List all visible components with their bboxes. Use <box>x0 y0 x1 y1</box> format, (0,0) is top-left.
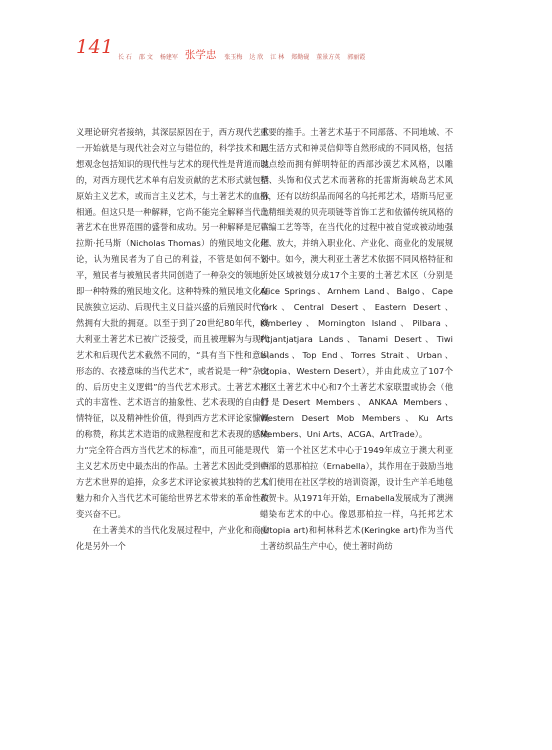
author-name: 达 欣 <box>249 54 264 61</box>
paragraph: 第一个社区艺术中心于1949年成立于澳大利亚中部的恩那柏拉（Ernabella），其作用在于鼓励当地人们使用在社区学校的培训资源，设计生产羊毛地毯和贺卡。从1971年开始，Ernabella发展成为了澳洲蜡染布艺术的中心。像恩那柏拉一样，乌托邦艺术(Utopia art)和柯林科艺术(Keringke art)作为当代土著纺织品生产中心，使土著时尚纺 <box>260 445 453 551</box>
paragraph: 重要的推手。土著艺术基于不同部落、不同地域、不同生活方式和神灵信仰等自然形成的不同风格，包括以点绘而拥有鲜明特征的西部沙漠艺术风格，以雕塑、头饰和仪式艺术而著称的托雷斯海峡岛艺术风格，还有以纺织品而闻名的乌托邦艺术，塔斯马尼亚岛精细美观的贝壳项链等首饰工艺和依循传统风格的草编工艺等等，在当代化的过程中被自觉或被动地强化、放大，并纳入职业化、产业化、商业化的发展规划中。如今，澳大利亚土著艺术依据不同风格特征和所处区域被划分成17个主要的土著艺术区（分别是Alice Springs、Arnhem Land、Balgo、Cape York、Central Desert、Eastern Desert、Kimberley、Mornington Island、Pilbara、Pitjantjatjara Lands、Tanami Desert、Tiwi Islands、Top End、Torres Strait、Urban、Utopia、Western Desert），并由此成立了107个社区土著艺术中心和7个土著艺术家联盟或协会（他们是Desert Members、ANKAA Members、Western Desert Mob Members、Ku Arts Members、Uni Arts、ACGA、ArtTrade）。 <box>260 127 453 440</box>
page-number: 141 <box>76 36 114 58</box>
author-name: 邵 文 <box>138 54 153 61</box>
author-name: 长 石 <box>118 54 132 61</box>
author-name: 张学忠 <box>184 49 217 61</box>
author-name: 郭丽霞 <box>347 54 366 61</box>
page-header <box>76 36 516 61</box>
author-name: 郑勤砚 <box>291 54 310 61</box>
paragraph: 在土著美术的当代化发展过程中，产业化和商业化是另外一个 <box>76 524 269 551</box>
author-names <box>118 44 372 63</box>
author-name: 杨建军 <box>159 54 178 61</box>
author-name: 江 林 <box>270 54 285 61</box>
paragraph: 义理论研究者接纳，其深层原因在于，西方现代艺术一开始就是与现代社会对立与错位的，科学技术和思想观念包括知识的现代性与艺术的现代性是背道而驰的，对西方现代艺术单有启发贡献的艺术形式就包括原始主义艺术，或而言主义艺术，与土著艺术的血脉相通。但这只是一种解释，它尚不能完全解释当代土著艺术在世界范围的盛誉和成功。另一种解释是尼古拉斯·托马斯（Nicholas Thomas）的殖民地文化理论，认为殖民者为了自己的利益，不管是如何不公平，殖民者与被殖民者共同创造了一种杂交的领地，即一种特殊的殖民地文化。这种特殊的殖民地文化在民族独立运动、后现代主义日益兴盛的后殖民时代自然拥有大批的拥趸。以至于到了20世纪80年代，澳大利亚土著艺术已被广泛接受，而且被理解为与现代艺术和后现代艺术截然不同的，“具有当下性和意识形态的、衣褛意味的当代艺术”，或者说是一种“杂交的、后历史主义逻辑”的当代艺术形式。土著艺术形式的丰富性、艺术语言的抽象性、艺术表现的自由抒情特征，以及精神性价值，得到西方艺术评论家慷慨的称赞，称其艺术造诣的成熟程度和艺术表现的感染力“完全符合西方当代艺术的标准”，而且可能是现代主义艺术历史中最杰出的作品。土著艺术因此受到西方艺术世界的追捧，众多艺术评论家被其独特的艺术魅力和介入当代艺术可能给世界艺术带来的革命性改变兴奋不已。 <box>76 127 269 519</box>
right-column <box>260 125 453 554</box>
author-name: 董景方英 <box>316 54 341 61</box>
author-name: 张玉梅 <box>224 54 243 61</box>
left-column <box>76 125 269 554</box>
